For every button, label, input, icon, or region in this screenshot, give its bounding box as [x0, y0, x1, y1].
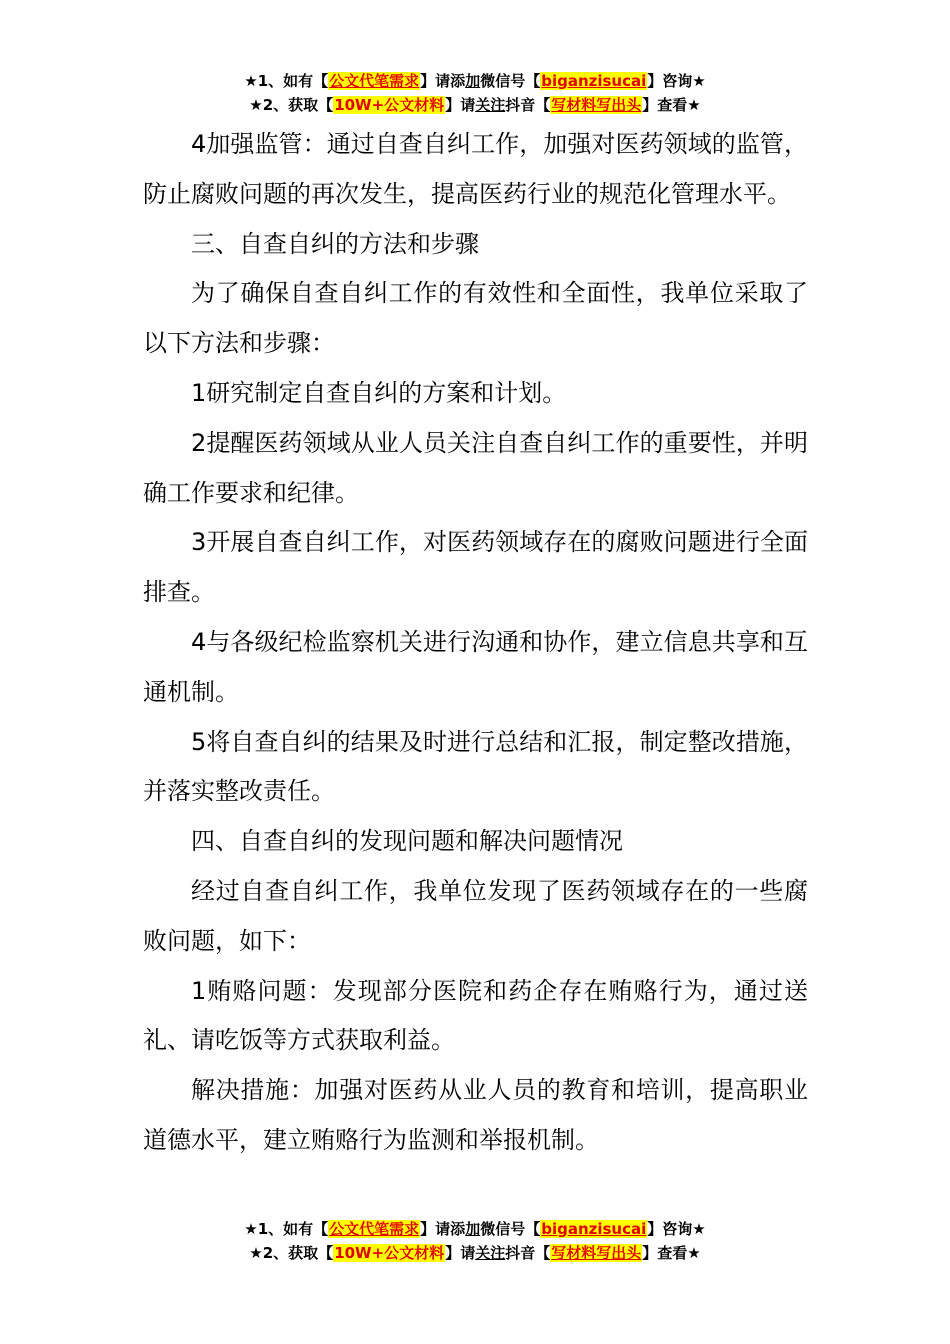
- banner-text: 】查看★: [642, 1244, 701, 1262]
- banner-line-1: [0, 70, 950, 94]
- banner-highlight-materials: 10W+公文材料: [334, 96, 445, 114]
- list-item: 1贿赂问题：发现部分医院和药企存在贿赂行为，通过送礼、请吃饭等方式获取利益。: [143, 976, 808, 1055]
- banner-text: 微信号【: [480, 1220, 541, 1238]
- banner-text: ★2、获取【: [249, 1244, 334, 1262]
- document-body: [143, 120, 808, 1166]
- banner-text: 】请: [445, 96, 476, 114]
- banner-highlight-wechat-id: biganzisucai: [541, 1220, 647, 1238]
- banner-text: 】请添: [420, 1220, 466, 1238]
- list-item: 4与各级纪检监察机关进行沟通和协作，建立信息共享和互通机制。: [143, 627, 808, 706]
- banner-highlight-materials: 10W+公文材料: [334, 1244, 445, 1262]
- list-item: 3开展自查自纠工作，对医药领域存在的腐败问题进行全面排查。: [143, 528, 808, 607]
- paragraph: 经过自查自纠工作，我单位发现了医药领域存在的一些腐败问题，如下：: [143, 876, 808, 955]
- banner-highlight-douyin-account: 写材料写出头: [551, 1244, 642, 1262]
- list-item: 2提醒医药领域从业人员关注自查自纠工作的重要性，并明确工作要求和纪律。: [143, 428, 808, 507]
- banner-text: ★2、获取【: [249, 96, 334, 114]
- banner-line-1: [0, 1218, 950, 1242]
- banner-text: 】请添: [420, 72, 466, 90]
- banner-text: 】咨询★: [647, 1220, 706, 1238]
- banner-text: 】查看★: [642, 96, 701, 114]
- banner-text: 微信号【: [480, 72, 541, 90]
- list-item: 5将自查自纠的结果及时进行总结和汇报，制定整改措施，并落实整改责任。: [143, 727, 808, 806]
- banner-text-underlined: 加: [465, 1220, 481, 1238]
- banner-line-2: [0, 1242, 950, 1266]
- banner-text: 抖音【: [505, 1244, 551, 1262]
- banner-text: 】咨询★: [647, 72, 706, 90]
- paragraph: 4加强监管：通过自查自纠工作，加强对医药领域的监管，防止腐败问题的再次发生，提高医药行业的规范化管理水平。: [143, 130, 808, 208]
- banner-text: 抖音【: [505, 96, 551, 114]
- section-heading: 四、自查自纠的发现问题和解决问题情况: [191, 827, 623, 856]
- banner-highlight-service: 公文代笔需求: [329, 72, 420, 90]
- paragraph: 解决措施：加强对医药从业人员的教育和培训，提高职业道德水平，建立贿赂行为监测和举报机制。: [143, 1076, 808, 1154]
- banner-text-underlined: 加: [465, 72, 481, 90]
- banner-highlight-wechat-id: biganzisucai: [541, 72, 647, 90]
- banner-line-2: [0, 94, 950, 118]
- section-heading: 三、自查自纠的方法和步骤: [191, 229, 479, 258]
- paragraph: 为了确保自查自纠工作的有效性和全面性，我单位采取了以下方法和步骤：: [143, 279, 808, 358]
- banner-highlight-service: 公文代笔需求: [329, 1220, 420, 1238]
- banner-text: ★1、如有【: [244, 72, 329, 90]
- banner-highlight-douyin-account: 写材料写出头: [551, 96, 642, 114]
- banner-text-underlined: 关注: [475, 96, 506, 114]
- banner-text-underlined: 关注: [475, 1244, 506, 1262]
- banner-text: 】请: [445, 1244, 476, 1262]
- bottom-banner: [0, 1218, 950, 1266]
- top-banner: [0, 70, 950, 118]
- banner-text: ★1、如有【: [244, 1220, 329, 1238]
- list-item: 1研究制定自查自纠的方案和计划。: [191, 378, 567, 407]
